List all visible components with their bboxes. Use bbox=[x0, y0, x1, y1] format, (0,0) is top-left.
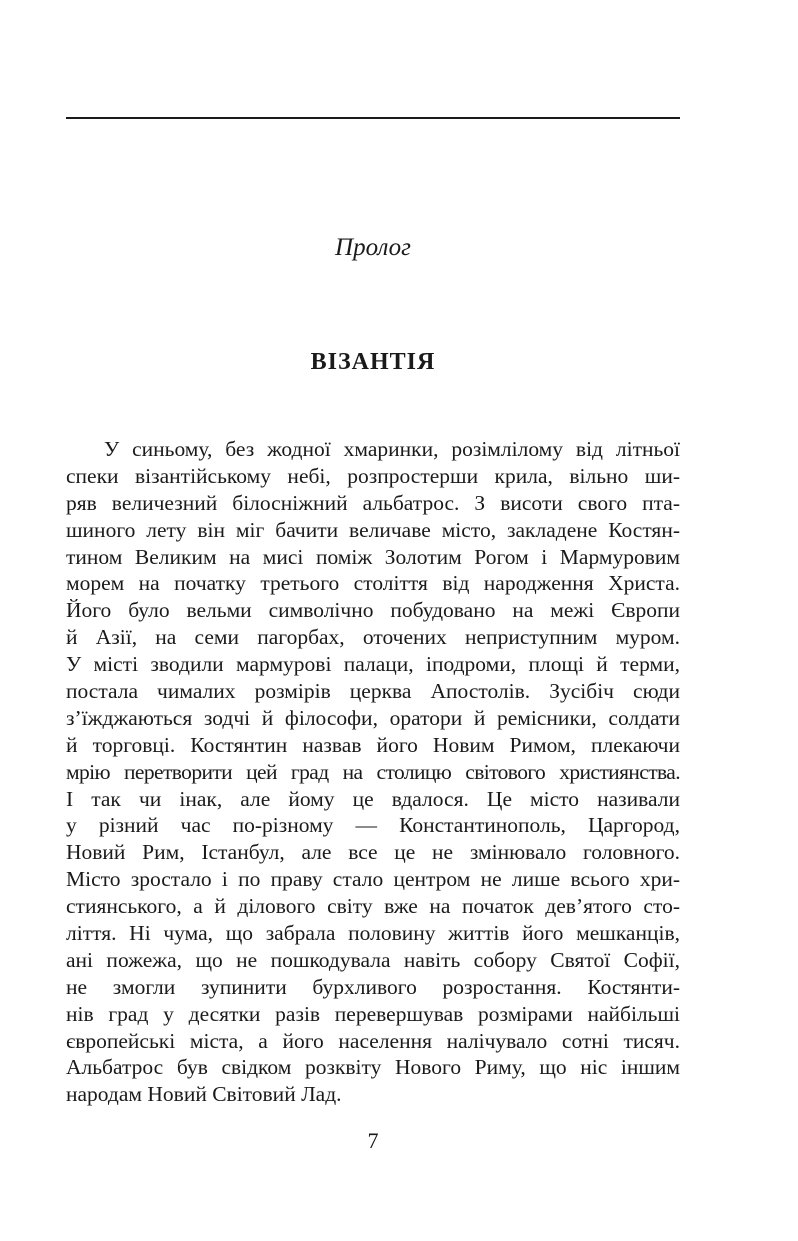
text-line: тином Великим на мисі поміж Золотим Рогом і Мармуровим bbox=[66, 544, 680, 569]
chapter-title: ВІЗАНТІЯ bbox=[310, 349, 436, 375]
text-line: з’їжджаються зодчі й філософи, оратори й ремісники, солдати bbox=[66, 705, 680, 730]
text-line: постала чималих розмірів церква Апостолів. Зусібіч сюди bbox=[66, 679, 680, 704]
text-line: стиянського, а й ділового світу вже на початок дев’ятого сто- bbox=[66, 894, 680, 919]
text-line: не змогли зупинити бурхливого розростання. Костянти- bbox=[66, 974, 680, 999]
text-line: мрію перетворити цей град на столицю світового християнства. bbox=[66, 759, 680, 784]
text-line: народам Новий Світовий Лад. bbox=[66, 1082, 342, 1107]
text-line: й Азії, на семи пагорбах, оточених неприступним муром. bbox=[66, 625, 680, 650]
text-line: нів град у десятки разів перевершував розмірами найбільші bbox=[66, 1001, 680, 1026]
top-rule bbox=[66, 117, 680, 119]
text-line: Альбатрос був свідком розквіту Нового Риму, що ніс іншим bbox=[66, 1055, 680, 1080]
text-line: Його було вельми символічно побудовано на межі Європи bbox=[66, 598, 680, 623]
text-line: ані пожежа, що не пошкодувала навіть собору Святої Софії, bbox=[66, 947, 680, 972]
text-line: європейські міста, а його населення налічувало сотні тисяч. bbox=[66, 1028, 680, 1053]
text-line: У місті зводили мармурові палаци, іподроми, площі й терми, bbox=[66, 652, 680, 677]
prologue-label: Пролог bbox=[335, 234, 411, 261]
text-line: ряв величезний білосніжний альбатрос. З висоти свого пта- bbox=[66, 490, 680, 515]
page-number: 7 bbox=[367, 1128, 379, 1153]
text-line: І так чи інак, але йому це вдалося. Це місто називали bbox=[66, 786, 680, 811]
text-line: спеки візантійському небі, розпростерши крила, вільно ши- bbox=[66, 463, 680, 488]
body-paragraph bbox=[66, 436, 680, 1108]
text-line: У синьому, без жодної хмаринки, розімлілому від літньої bbox=[104, 437, 680, 461]
text-line: шиного лету він міг бачити величаве місто, закладене Костян- bbox=[66, 517, 680, 542]
text-line: й торговці. Костянтин назвав його Новим Римом, плекаючи bbox=[66, 732, 680, 757]
text-line: у різний час по-різному — Константинополь, Царгород, bbox=[66, 813, 680, 838]
text-line: морем на початку третього століття від народження Христа. bbox=[66, 571, 680, 596]
text-line: Новий Рим, Істанбул, але все це не змінювало головного. bbox=[66, 840, 680, 865]
text-line: ліття. Ні чума, що забрала половину життів його мешканців, bbox=[66, 921, 680, 946]
text-line: Місто зростало і по праву стало центром не лише всього хри- bbox=[66, 867, 680, 892]
